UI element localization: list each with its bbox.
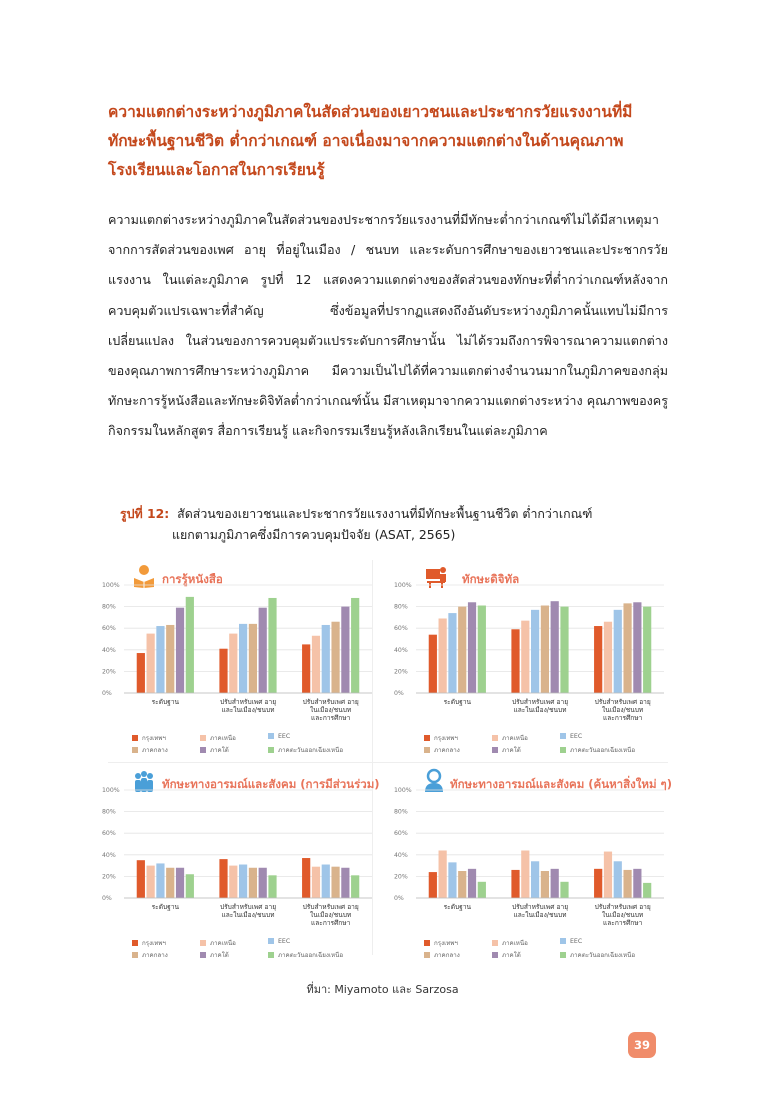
y-tick-label: 100% — [102, 582, 120, 589]
legend-swatch — [560, 938, 566, 944]
legend-swatch — [132, 747, 138, 753]
chart-title: ทักษะทางอารมณ์และสังคม (การมีส่วนร่วม) — [162, 777, 380, 791]
legend-swatch — [492, 940, 498, 946]
bar-5-cat-1 — [176, 868, 184, 898]
legend-label: ภาคตะวันออกเฉียงเหนือ — [570, 952, 636, 959]
legend-swatch — [560, 733, 566, 739]
bar-6-cat-3 — [351, 875, 359, 898]
legend-item — [200, 950, 229, 960]
bar-2-cat-2 — [521, 850, 529, 898]
y-tick-label: 0% — [394, 895, 404, 902]
bar-4-cat-3 — [331, 622, 339, 693]
bar-2-cat-2 — [229, 634, 237, 693]
bar-5-cat-3 — [633, 869, 641, 898]
bar-3-cat-1 — [448, 613, 456, 693]
legend-swatch — [560, 952, 566, 958]
legend-item — [200, 938, 236, 948]
legend-label: ภาคใต้ — [210, 747, 229, 754]
bar-6-cat-2 — [560, 607, 568, 693]
source-note: ที่มา: Miyamoto และ Sarzosa — [306, 983, 459, 996]
bar-2-cat-3 — [604, 622, 612, 693]
legend-label: ภาคเหนือ — [210, 735, 236, 742]
bar-5-cat-1 — [468, 602, 476, 693]
y-tick-label: 20% — [102, 668, 116, 676]
bar-5-cat-3 — [341, 868, 349, 898]
bar-2-cat-1 — [147, 634, 155, 693]
x-category-label: ปรับสำหรับเพศ อายุ — [594, 698, 651, 706]
section-heading: ความแตกต่างระหว่างภูมิภาคในสัดส่วนของเยาวชนและประชากรวัยแรงงานที่มีทักษะพื้นฐานชีวิต ต่ำกว่าเกณฑ์ อาจเนื่องมาจากความแตกต่างในด้านคุณภาพโรงเรียนและโอกาสในการเรียนรู้ — [108, 103, 633, 179]
legend-label: ภาคใต้ — [210, 952, 229, 959]
y-tick-label: 80% — [394, 603, 408, 611]
y-tick-label: 100% — [394, 787, 412, 794]
y-tick-label: 20% — [394, 873, 408, 881]
legend-item — [424, 745, 460, 755]
legend-swatch — [132, 735, 138, 741]
legend-item — [492, 938, 528, 948]
bar-1-cat-2 — [219, 649, 227, 693]
bar-3-cat-3 — [614, 861, 622, 898]
legend-swatch — [268, 952, 274, 958]
bar-5-cat-3 — [633, 602, 641, 693]
legend-item — [200, 733, 236, 743]
bar-3-cat-2 — [239, 624, 247, 693]
x-category-label: ปรับสำหรับเพศ อายุ — [219, 698, 277, 706]
y-tick-label: 80% — [102, 808, 116, 816]
x-category-label: และการศึกษา — [311, 919, 351, 927]
x-category-label: ปรับสำหรับเพศ อายุ — [302, 903, 359, 911]
y-tick-label: 60% — [102, 625, 116, 633]
bar-1-cat-3 — [594, 626, 602, 693]
bar-5-cat-3 — [341, 607, 349, 693]
legend-label: กรุงเทพฯ — [142, 940, 166, 947]
bar-1-cat-2 — [511, 629, 519, 693]
legend-label: ภาคกลาง — [142, 747, 168, 754]
legend-label: ภาคเหนือ — [502, 735, 528, 742]
bar-2-cat-1 — [439, 850, 447, 898]
body-paragraph: ความแตกต่างระหว่างภูมิภาคในสัดส่วนของประชากรวัยแรงงานที่มีทักษะต่ำกว่าเกณฑ์ไม่ได้มีสาเหตุมาจากการสัดส่วนของเพศ อายุ ที่อยู่ในเมือง / ชนบท และระดับการศึกษาของเยาวชนและประชากรวัยแรงงาน ในแต่ละภูมิภาค รูปที่ 12 แสดงความแตกต่างของสัดส่วนของทักษะที่ต่ำกว่าเกณฑ์หลังจากควบคุมตัวแปรเฉพาะที่สำคัญ ซึ่งข้อมูลที่ปรากฏแสดงถึงอันดับระหว่างภูมิภาคนั้นแทบไม่มีการเปลี่ยนแปลง ในส่วนของการควบคุมตัวแปรระดับการศึกษานั้น ไม่ได้รวมถึงการพิจารณาความแตกต่างของคุณภาพการศึกษาระหว่างภูมิภาค มีความเป็นไปได้ที่ความแตกต่างจำนวนมากในภูมิภาคของกลุ่มทักษะการรู้หนังสือและทักษะดิจิทัลต่ำกว่าเกณฑ์นั้น มีสาเหตุมาจากความแตกต่างระหว่าง คุณภาพของครู กิจกรรมในหลักสูตร สื่อการเรียนรู้ และกิจกรรมเรียนรู้หลังเลิกเรียนในแต่ละภูมิภาค — [108, 212, 668, 439]
legend-swatch — [492, 952, 498, 958]
bar-3-cat-2 — [531, 861, 539, 898]
bar-2-cat-3 — [312, 636, 320, 693]
legend-label: กรุงเทพฯ — [434, 940, 458, 947]
legend-item — [132, 733, 166, 743]
x-category-label: ในเมือง/ชนบท — [310, 706, 352, 714]
legend-swatch — [132, 952, 138, 958]
bar-3-cat-1 — [448, 862, 456, 898]
y-tick-label: 40% — [394, 851, 408, 859]
x-category-label: และในเมือง/ชนบท — [221, 911, 275, 919]
x-category-label: ปรับสำหรับเพศ อายุ — [594, 903, 651, 911]
legend-item — [200, 745, 229, 755]
legend-item — [492, 733, 528, 743]
bar-4-cat-1 — [166, 625, 174, 693]
legend-item — [268, 938, 290, 945]
bar-3-cat-3 — [322, 865, 330, 898]
chart-panel-literacy — [100, 563, 380, 763]
bar-5-cat-2 — [551, 869, 559, 898]
bar-2-cat-3 — [312, 867, 320, 898]
legend-label: ภาคตะวันออกเฉียงเหนือ — [278, 952, 344, 959]
y-tick-label: 60% — [102, 830, 116, 838]
bar-3-cat-3 — [322, 625, 330, 693]
x-category-label: ระดับฐาน — [443, 698, 472, 706]
chart-panel-socio-participation — [100, 768, 380, 968]
x-category-label: ปรับสำหรับเพศ อายุ — [511, 903, 569, 911]
bar-1-cat-2 — [511, 870, 519, 898]
y-tick-label: 100% — [102, 787, 120, 794]
x-category-label: ปรับสำหรับเพศ อายุ — [302, 698, 359, 706]
bar-5-cat-2 — [551, 601, 559, 693]
bar-4-cat-3 — [623, 870, 631, 898]
chart-title: ทักษะทางอารมณ์และสังคม (ค้นหาสิ่งใหม่ ๆ) — [450, 777, 672, 791]
legend-label: กรุงเทพฯ — [434, 735, 458, 742]
legend-swatch — [424, 940, 430, 946]
bar-6-cat-3 — [643, 607, 651, 693]
legend-label: ภาคตะวันออกเฉียงเหนือ — [278, 747, 344, 754]
legend-label: ภาคเหนือ — [502, 940, 528, 947]
bar-5-cat-2 — [259, 608, 267, 693]
legend-item — [560, 950, 635, 960]
bar-6-cat-3 — [351, 598, 359, 693]
legend-label: ภาคใต้ — [502, 747, 521, 754]
bar-6-cat-3 — [643, 883, 651, 898]
bar-4-cat-1 — [458, 607, 466, 693]
figure-caption — [120, 503, 680, 545]
bar-3-cat-3 — [614, 610, 622, 693]
bar-1-cat-1 — [137, 860, 145, 898]
legend-label: ภาคกลาง — [142, 952, 168, 959]
legend-swatch — [492, 747, 498, 753]
y-tick-label: 40% — [394, 646, 408, 654]
legend-item — [424, 733, 458, 743]
bar-2-cat-2 — [521, 621, 529, 693]
bar-6-cat-1 — [186, 597, 194, 693]
legend-label: ภาคใต้ — [502, 952, 521, 959]
legend-item — [268, 950, 343, 960]
legend-label: EEC — [278, 938, 291, 945]
bar-2-cat-1 — [147, 866, 155, 898]
legend-swatch — [268, 938, 274, 944]
legend-label: ภาคเหนือ — [210, 940, 236, 947]
legend-item — [132, 938, 166, 948]
legend-label: ภาคกลาง — [434, 747, 460, 754]
bar-4-cat-2 — [541, 606, 549, 693]
legend-label: EEC — [570, 938, 583, 945]
legend-item — [560, 733, 582, 740]
y-tick-label: 20% — [394, 668, 408, 676]
legend-swatch — [560, 747, 566, 753]
x-category-label: ในเมือง/ชนบท — [310, 911, 352, 919]
bar-3-cat-2 — [239, 865, 247, 898]
x-category-label: และในเมือง/ชนบท — [221, 706, 275, 714]
figure-caption-line2: แยกตามภูมิภาคซึ่งมีการควบคุมปัจจัย (ASAT, 2565) — [172, 527, 456, 542]
legend-label: EEC — [278, 733, 291, 740]
legend-label: กรุงเทพฯ — [142, 735, 166, 742]
y-tick-label: 0% — [102, 895, 112, 902]
figure-caption-line1: สัดส่วนของเยาวชนและประชากรวัยแรงงานที่มีทักษะพื้นฐานชีวิต ต่ำกว่าเกณฑ์ — [177, 506, 593, 521]
bar-5-cat-1 — [468, 869, 476, 898]
x-category-label: และการศึกษา — [311, 714, 351, 722]
legend-item — [268, 745, 343, 755]
bar-5-cat-2 — [259, 868, 267, 898]
y-tick-label: 60% — [394, 830, 408, 838]
x-category-label: ระดับฐาน — [151, 903, 180, 911]
bar-3-cat-1 — [156, 626, 164, 693]
legend-item — [560, 938, 582, 945]
x-category-label: ในเมือง/ชนบท — [602, 911, 644, 919]
x-category-label: และในเมือง/ชนบท — [513, 706, 567, 714]
legend-item — [424, 950, 460, 960]
y-tick-label: 20% — [102, 873, 116, 881]
legend-item — [492, 745, 521, 755]
bar-4-cat-2 — [249, 624, 257, 693]
chart-panel-socio-curiosity — [392, 768, 672, 968]
bar-5-cat-1 — [176, 608, 184, 693]
legend-swatch — [200, 952, 206, 958]
legend-label: EEC — [570, 733, 583, 740]
bar-4-cat-2 — [249, 868, 257, 898]
x-category-label: ระดับฐาน — [443, 903, 472, 911]
legend-label: ภาคตะวันออกเฉียงเหนือ — [570, 747, 636, 754]
legend-item — [492, 950, 521, 960]
bar-1-cat-2 — [219, 859, 227, 898]
x-category-label: ระดับฐาน — [151, 698, 180, 706]
legend-swatch — [132, 940, 138, 946]
x-category-label: และการศึกษา — [603, 714, 643, 722]
bar-1-cat-3 — [594, 869, 602, 898]
legend-item — [424, 938, 458, 948]
bar-4-cat-2 — [541, 871, 549, 898]
legend-item — [268, 733, 290, 740]
legend-swatch — [268, 733, 274, 739]
bar-4-cat-1 — [166, 868, 174, 898]
bar-2-cat-2 — [229, 866, 237, 898]
bar-6-cat-2 — [560, 882, 568, 898]
legend-swatch — [200, 940, 206, 946]
y-tick-label: 80% — [102, 603, 116, 611]
bar-4-cat-3 — [623, 603, 631, 693]
page-number: 39 — [628, 1032, 656, 1058]
bar-6-cat-1 — [478, 606, 486, 693]
figure-label: รูปที่ 12: — [120, 506, 170, 521]
y-tick-label: 100% — [394, 582, 412, 589]
y-tick-label: 60% — [394, 625, 408, 633]
chart-title: การรู้หนังสือ — [162, 572, 223, 586]
legend-label: ภาคกลาง — [434, 952, 460, 959]
bar-1-cat-1 — [137, 653, 145, 693]
legend-item — [560, 745, 635, 755]
bar-6-cat-1 — [478, 882, 486, 898]
bar-6-cat-2 — [268, 598, 276, 693]
legend-swatch — [268, 747, 274, 753]
y-tick-label: 40% — [102, 851, 116, 859]
legend-item — [132, 745, 168, 755]
legend-item — [132, 950, 168, 960]
y-tick-label: 80% — [394, 808, 408, 816]
bar-4-cat-3 — [331, 867, 339, 898]
y-tick-label: 0% — [102, 690, 112, 697]
x-category-label: ปรับสำหรับเพศ อายุ — [511, 698, 569, 706]
bar-6-cat-1 — [186, 874, 194, 898]
bar-1-cat-3 — [302, 644, 310, 693]
bar-3-cat-2 — [531, 610, 539, 693]
bar-4-cat-1 — [458, 871, 466, 898]
chart-title: ทักษะดิจิทัล — [462, 572, 520, 586]
legend-swatch — [492, 735, 498, 741]
bar-1-cat-3 — [302, 858, 310, 898]
legend-swatch — [200, 747, 206, 753]
x-category-label: และการศึกษา — [603, 919, 643, 927]
x-category-label: ในเมือง/ชนบท — [602, 706, 644, 714]
chart-panel-digital — [392, 563, 672, 763]
bar-2-cat-1 — [439, 618, 447, 693]
bar-2-cat-3 — [604, 852, 612, 898]
bar-1-cat-1 — [429, 872, 437, 898]
legend-swatch — [424, 952, 430, 958]
bar-3-cat-1 — [156, 863, 164, 898]
legend-swatch — [424, 747, 430, 753]
x-category-label: ปรับสำหรับเพศ อายุ — [219, 903, 277, 911]
y-tick-label: 0% — [394, 690, 404, 697]
legend-swatch — [200, 735, 206, 741]
bar-1-cat-1 — [429, 635, 437, 693]
legend-swatch — [424, 735, 430, 741]
x-category-label: และในเมือง/ชนบท — [513, 911, 567, 919]
bar-6-cat-2 — [268, 875, 276, 898]
y-tick-label: 40% — [102, 646, 116, 654]
